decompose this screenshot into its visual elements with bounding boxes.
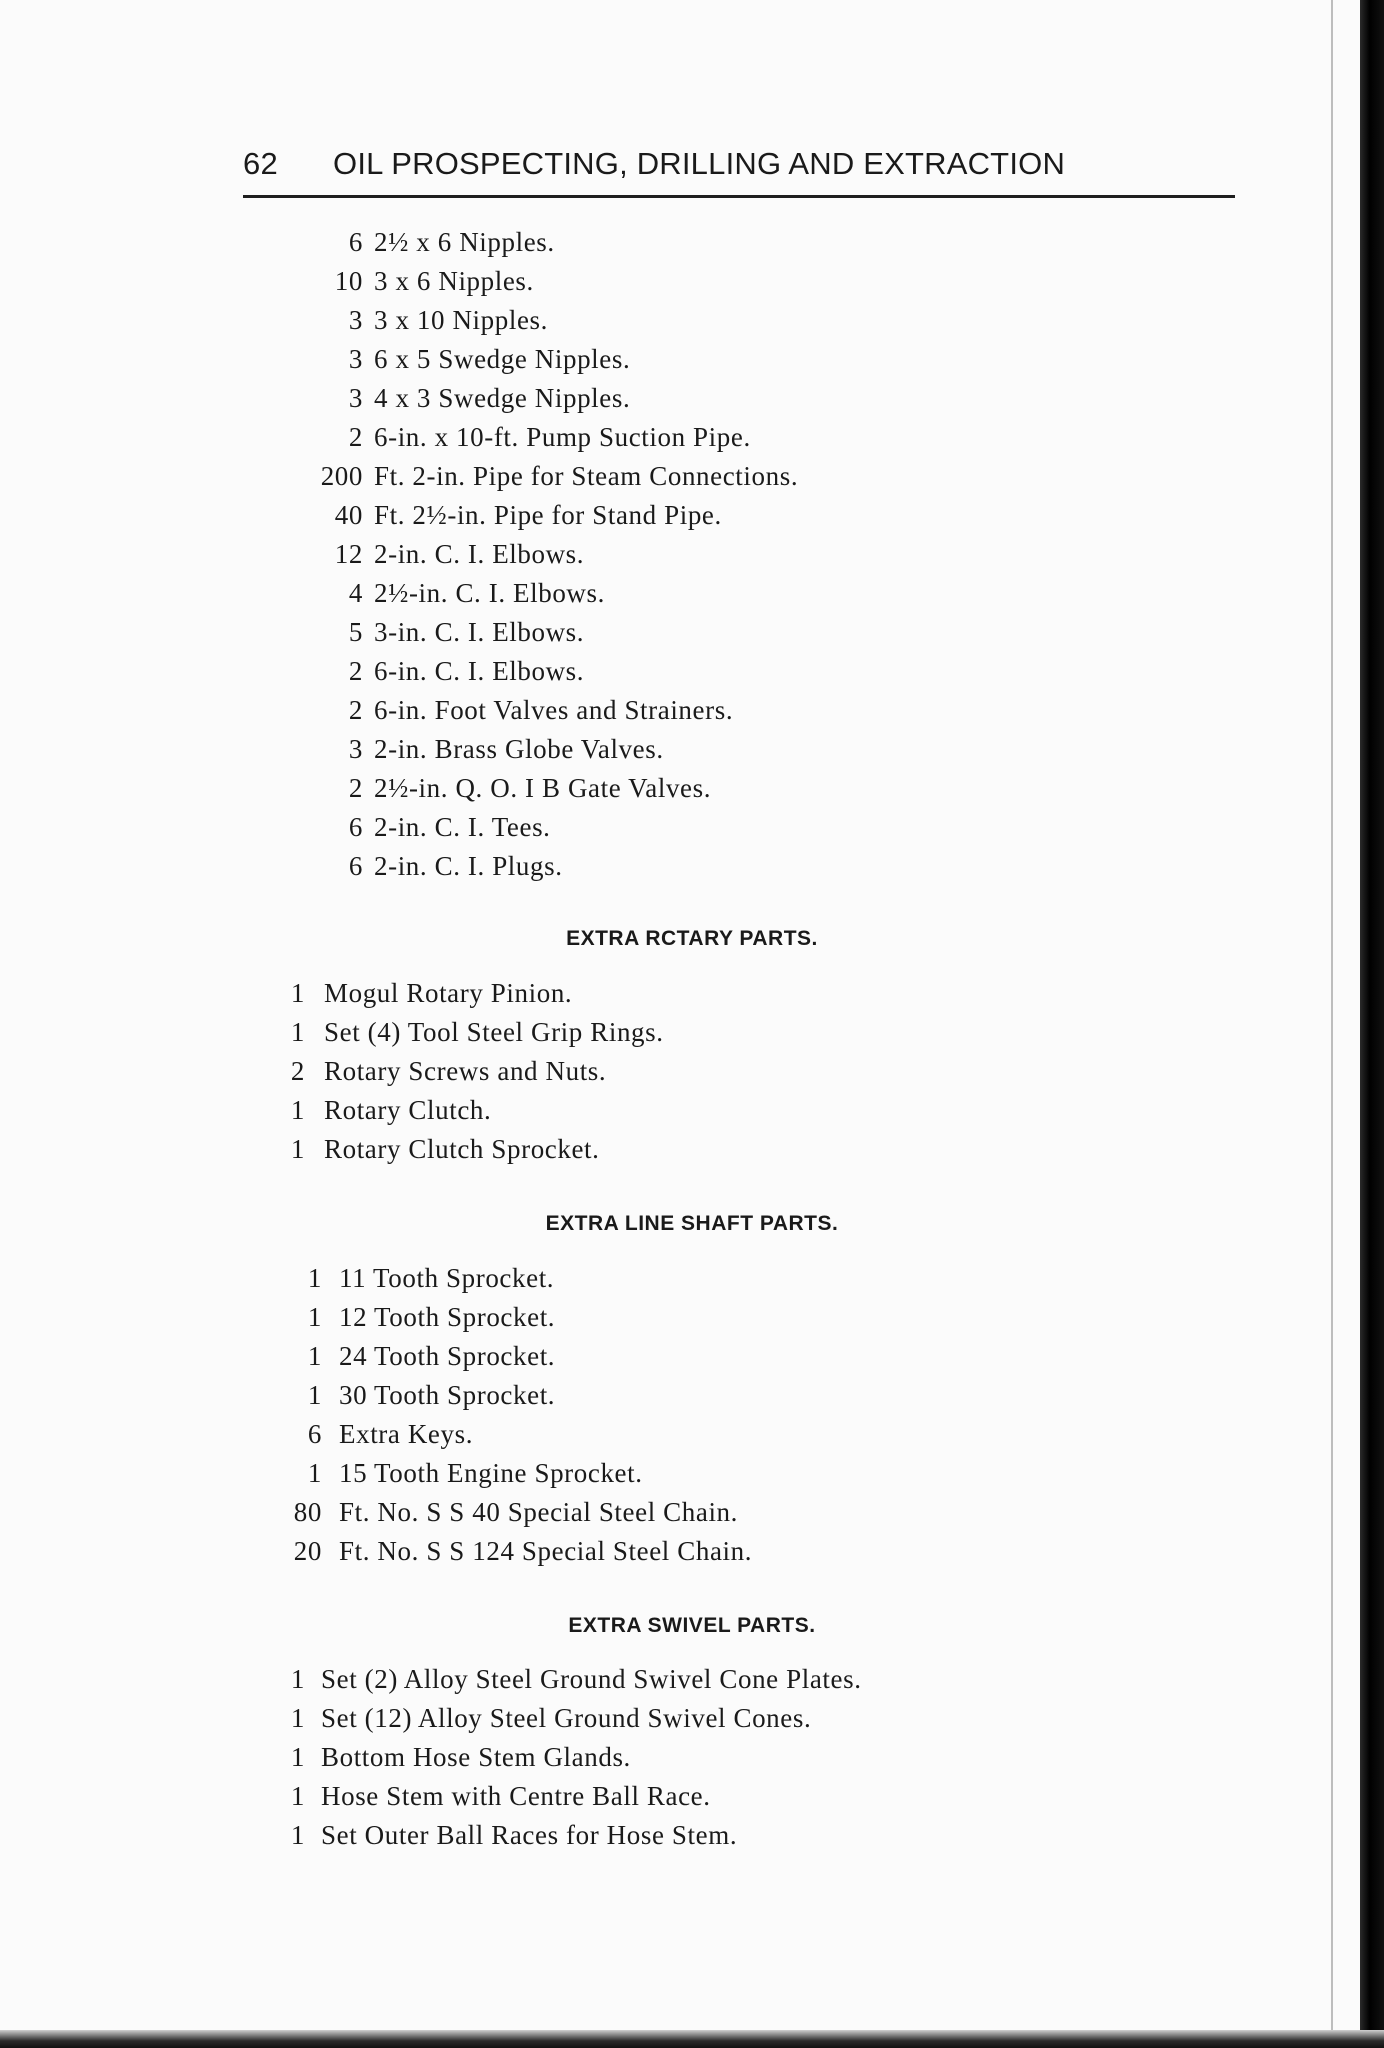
item-qty: 1 [290, 1820, 305, 1850]
item-qty: 2 [290, 1056, 305, 1086]
item-qty: 200 [320, 461, 363, 491]
item-desc: 4 x 3 Swedge Nipples. [374, 383, 631, 413]
item-qty: 1 [290, 1742, 305, 1772]
item-qty: 1 [290, 1781, 305, 1811]
item-desc: Extra Keys. [339, 1419, 474, 1449]
item-desc: Set (12) Alloy Steel Ground Swivel Cones. [321, 1703, 812, 1733]
item-desc: 6-in. x 10-ft. Pump Suction Pipe. [374, 422, 751, 452]
item-qty: 6 [348, 851, 363, 881]
list-item [0, 1056, 1384, 1092]
item-desc: 2½-in. Q. O. I B Gate Valves. [374, 773, 712, 803]
item-qty: 2 [348, 695, 363, 725]
item-qty: 1 [307, 1263, 322, 1293]
list-item [0, 1781, 1384, 1817]
header-rule [243, 195, 1235, 198]
page-edge-shadow-right [1360, 0, 1384, 2048]
item-desc: 6 x 5 Swedge Nipples. [374, 344, 631, 374]
item-desc: 12 Tooth Sprocket. [339, 1302, 556, 1332]
list-item [0, 978, 1384, 1014]
item-desc: 6-in. Foot Valves and Strainers. [374, 695, 734, 725]
item-qty: 2 [348, 422, 363, 452]
item-desc: 3-in. C. I. Elbows. [374, 617, 585, 647]
item-qty: 3 [348, 734, 363, 764]
item-qty: 1 [290, 978, 305, 1008]
list-item [0, 812, 1384, 848]
item-desc: Rotary Clutch. [324, 1095, 492, 1125]
item-desc: Rotary Clutch Sprocket. [324, 1134, 600, 1164]
page-number: 62 [243, 146, 278, 181]
item-qty: 6 [348, 812, 363, 842]
list-item [0, 344, 1384, 380]
item-desc: 11 Tooth Sprocket. [339, 1263, 555, 1293]
list-item [0, 851, 1384, 887]
page-edge-line [1331, 0, 1333, 2048]
list-item [0, 1820, 1384, 1856]
item-qty: 40 [334, 500, 363, 530]
item-desc: 6-in. C. I. Elbows. [374, 656, 585, 686]
item-desc: 2-in. C. I. Elbows. [374, 539, 585, 569]
item-desc: Ft. No. S S 124 Special Steel Chain. [339, 1536, 753, 1566]
item-desc: Set (4) Tool Steel Grip Rings. [324, 1017, 664, 1047]
item-desc: 2-in. C. I. Plugs. [374, 851, 563, 881]
list-item [0, 617, 1384, 653]
item-desc: Ft. No. S S 40 Special Steel Chain. [339, 1497, 738, 1527]
list-item [0, 1536, 1384, 1572]
item-qty: 5 [348, 617, 363, 647]
list-item [0, 305, 1384, 341]
item-desc: Mogul Rotary Pinion. [324, 978, 573, 1008]
list-item [0, 1703, 1384, 1739]
list-item [0, 1017, 1384, 1053]
list-item [0, 1380, 1384, 1416]
item-qty: 1 [307, 1341, 322, 1371]
item-desc: Hose Stem with Centre Ball Race. [321, 1781, 711, 1811]
item-desc: Bottom Hose Stem Glands. [321, 1742, 631, 1772]
item-desc: Ft. 2½-in. Pipe for Stand Pipe. [374, 500, 722, 530]
list-item [0, 383, 1384, 419]
item-qty: 1 [290, 1664, 305, 1694]
item-qty: 1 [290, 1703, 305, 1733]
item-qty: 2 [348, 656, 363, 686]
item-desc: Ft. 2-in. Pipe for Steam Connections. [374, 461, 799, 491]
item-desc: 24 Tooth Sprocket. [339, 1341, 556, 1371]
list-item [0, 578, 1384, 614]
list-item [0, 461, 1384, 497]
item-qty: 6 [348, 227, 363, 257]
item-qty: 1 [307, 1302, 322, 1332]
list-item [0, 1497, 1384, 1533]
list-item [0, 1302, 1384, 1338]
item-desc: 2½ x 6 Nipples. [374, 227, 555, 257]
item-qty: 2 [348, 773, 363, 803]
item-desc: Set (2) Alloy Steel Ground Swivel Cone Plates. [321, 1664, 862, 1694]
item-desc: Set Outer Ball Races for Hose Stem. [321, 1820, 738, 1850]
item-qty: 80 [293, 1497, 322, 1527]
list-item [0, 227, 1384, 263]
list-item [0, 500, 1384, 536]
running-title: OIL PROSPECTING, DRILLING AND EXTRACTION [333, 146, 1066, 181]
list-item [0, 1419, 1384, 1455]
page-edge-shadow-bottom [0, 2030, 1384, 2048]
item-desc: 2-in. C. I. Tees. [374, 812, 551, 842]
item-qty: 3 [348, 305, 363, 335]
list-item [0, 1263, 1384, 1299]
item-qty: 12 [334, 539, 363, 569]
list-item [0, 695, 1384, 731]
section-heading-rotary: EXTRA RCTARY PARTS. [566, 927, 818, 950]
item-qty: 1 [290, 1017, 305, 1047]
item-qty: 6 [307, 1419, 322, 1449]
section-heading-swivel: EXTRA SWIVEL PARTS. [568, 1614, 816, 1637]
item-qty: 1 [290, 1095, 305, 1125]
list-item [0, 1341, 1384, 1377]
list-item [0, 1458, 1384, 1494]
item-desc: 30 Tooth Sprocket. [339, 1380, 556, 1410]
list-item [0, 539, 1384, 575]
item-qty: 1 [307, 1380, 322, 1410]
item-qty: 20 [293, 1536, 322, 1566]
item-qty: 1 [290, 1134, 305, 1164]
list-item [0, 1664, 1384, 1700]
list-item [0, 1742, 1384, 1778]
item-desc: 3 x 6 Nipples. [374, 266, 534, 296]
item-qty: 1 [307, 1458, 322, 1488]
item-desc: 2½-in. C. I. Elbows. [374, 578, 605, 608]
list-item [0, 266, 1384, 302]
item-qty: 4 [348, 578, 363, 608]
page-header [243, 146, 1235, 186]
item-qty: 3 [348, 383, 363, 413]
list-item [0, 734, 1384, 770]
list-item [0, 422, 1384, 458]
list-item [0, 773, 1384, 809]
item-qty: 10 [334, 266, 363, 296]
list-item [0, 656, 1384, 692]
list-item [0, 1134, 1384, 1170]
item-desc: 3 x 10 Nipples. [374, 305, 548, 335]
item-desc: 2-in. Brass Globe Valves. [374, 734, 664, 764]
item-desc: Rotary Screws and Nuts. [324, 1056, 607, 1086]
section-heading-line-shaft: EXTRA LINE SHAFT PARTS. [545, 1212, 839, 1235]
item-desc: 15 Tooth Engine Sprocket. [339, 1458, 643, 1488]
item-qty: 3 [348, 344, 363, 374]
list-item [0, 1095, 1384, 1131]
